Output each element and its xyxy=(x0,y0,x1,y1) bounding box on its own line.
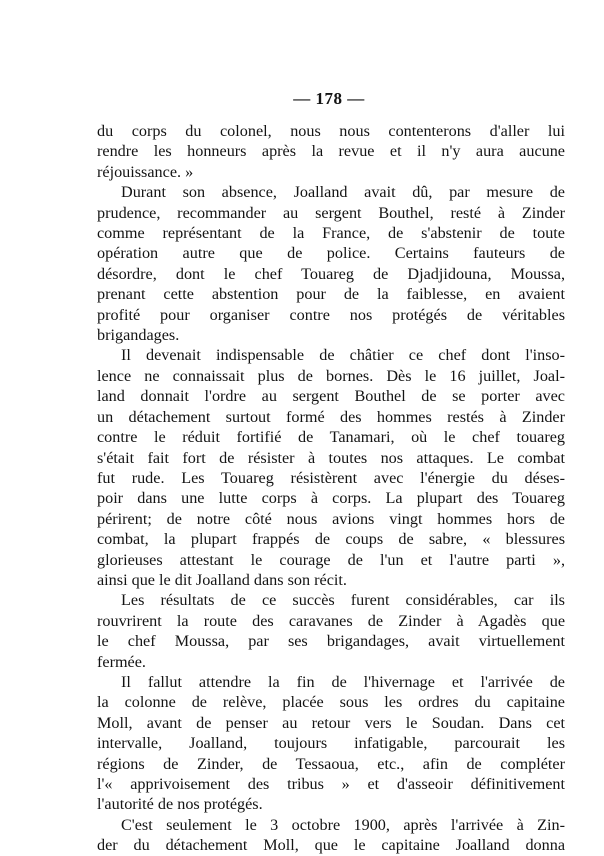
text-line: poir dans une lutte corps à corps. La plupart des Touareg xyxy=(97,489,565,508)
text-line: s'était fait fort de résister à toutes nos attaques. Le combat xyxy=(97,448,565,467)
text-line: réjouissance. » xyxy=(97,162,194,181)
text-line: der du détachement Moll, que le capitaine Joalland donna xyxy=(97,836,565,855)
text-line: Durant son absence, Joalland avait dû, par mesure de xyxy=(121,183,565,202)
text-line: le chef Moussa, par ses brigandages, avait virtuellement xyxy=(97,632,565,651)
text-line: fut rude. Les Touareg résistèrent avec l'énergie du déses- xyxy=(97,468,565,487)
text-line: brigandages. xyxy=(97,326,180,345)
text-line: Moll, avant de penser au retour vers le Soudan. Dans cet xyxy=(97,713,565,732)
text-line: l'autorité de nos protégés. xyxy=(97,795,263,814)
text-line: C'est seulement le 3 octobre 1900, après l'arrivée à Zin- xyxy=(121,815,565,834)
text-line: ainsi que le dit Joalland dans son récit. xyxy=(97,570,347,589)
text-line: un détachement surtout formé des hommes restés à Zinder xyxy=(97,407,565,426)
paragraph xyxy=(97,182,565,345)
text-line: Il fallut attendre la fin de l'hivernage et l'arrivée de xyxy=(121,672,565,691)
text-line: prenant cette abstention pour de la faiblesse, en avaient xyxy=(97,285,565,304)
page-number: — 178 — xyxy=(293,89,365,108)
text-line: régions de Zinder, de Tessaoua, etc., afin de compléter xyxy=(97,754,565,773)
text-line: comme représentant de la France, de s'abstenir de toute xyxy=(97,224,565,243)
text-line: rendre les honneurs après la revue et il n'y aura aucune xyxy=(97,142,565,161)
paragraph xyxy=(97,121,565,182)
text-line: désordre, dont le chef Touareg de Djadjidouna, Moussa, xyxy=(97,264,565,283)
paragraph xyxy=(97,815,565,856)
text-line: land donnait l'ordre au sergent Bouthel de se porter avec xyxy=(97,387,565,406)
text-line: du corps du colonel, nous nous contenterons d'aller lui xyxy=(97,122,565,140)
paragraph xyxy=(97,345,565,590)
text-line: contre le réduit fortifié de Tanamari, où le chef touareg xyxy=(97,428,565,447)
body-text xyxy=(97,121,565,856)
text-line: la colonne de relève, placée sous les ordres du capitaine xyxy=(97,693,565,712)
text-line: Il devenait indispensable de châtier ce chef dont l'inso- xyxy=(121,346,565,365)
text-line: prudence, recommander au sergent Bouthel, resté à Zinder xyxy=(97,203,565,222)
text-line: l'« apprivoisement des tribus » et d'asseoir définitivement xyxy=(97,775,565,793)
text-line: rouvrirent la route des caravanes de Zinder à Agadès que xyxy=(97,611,565,630)
text-line: glorieuses attestant le courage de l'un et l'autre parti », xyxy=(97,550,565,569)
paragraph xyxy=(97,672,565,815)
text-line: périrent; de notre côté nous avions vingt hommes hors de xyxy=(97,509,565,528)
text-line: intervalle, Joalland, toujours infatigable, parcourait les xyxy=(97,734,565,753)
text-line: combat, la plupart frappés de coups de sabre, « blessures xyxy=(97,530,565,549)
text-line: Les résultats de ce succès furent considérables, car ils xyxy=(121,591,565,610)
text-line: lence ne connaissait plus de bornes. Dès le 16 juillet, Joal- xyxy=(97,366,565,385)
text-line: fermée. xyxy=(97,652,146,671)
text-line: opération autre que de police. Certains fauteurs de xyxy=(97,244,565,263)
text-line: profité pour organiser contre nos protégés de véritables xyxy=(97,305,565,324)
paragraph xyxy=(97,590,565,672)
